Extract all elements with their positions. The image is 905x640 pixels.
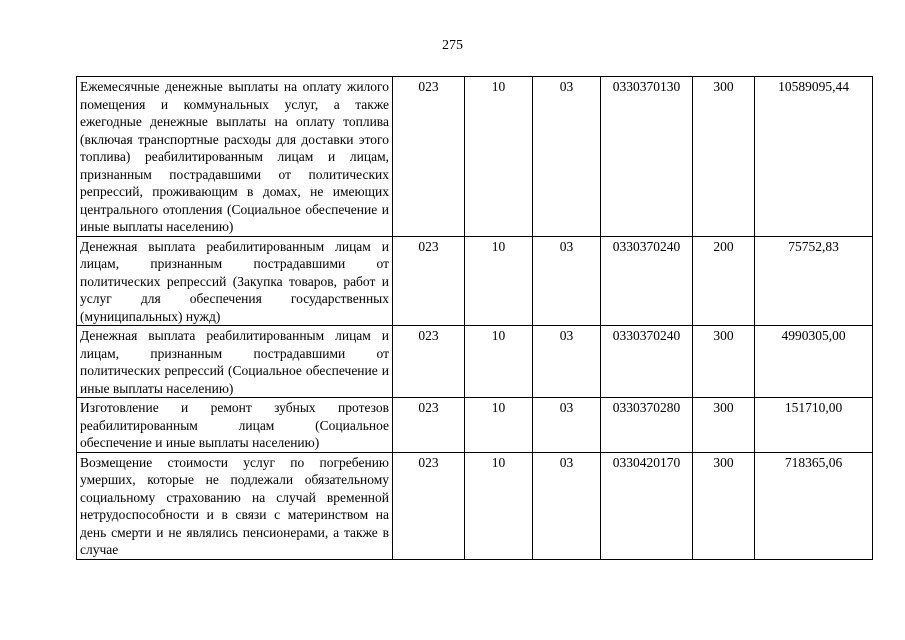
- row-description: Возмещение стоимости услуг по погребению умерших, которые не подлежали обязательному социальному страхованию на случай временной нетрудоспособности и в связи с материнством на день смерти и не являлись пенсионерами, а также в случае: [77, 452, 393, 559]
- table-row: [77, 77, 873, 237]
- budget-table: [76, 76, 873, 560]
- ministry-code: 023: [393, 326, 465, 398]
- amount: 718365,06: [755, 452, 873, 559]
- expense-type-code: 300: [693, 452, 755, 559]
- subsection-code: 03: [533, 452, 601, 559]
- row-description: Денежная выплата реабилитированным лицам и лицам, признанным пострадавшими от политических репрессий (Социальное обеспечение и иные выплаты населению): [77, 326, 393, 398]
- amount: 10589095,44: [755, 77, 873, 237]
- ministry-code: 023: [393, 398, 465, 453]
- table-row: [77, 236, 873, 326]
- page-number: 275: [442, 38, 463, 53]
- expense-type-code: 300: [693, 77, 755, 237]
- expense-type-code: 300: [693, 326, 755, 398]
- subsection-code: 03: [533, 236, 601, 326]
- target-article-code: 0330370240: [601, 326, 693, 398]
- row-description: Изготовление и ремонт зубных протезов реабилитированным лицам (Социальное обеспечение и иные выплаты населению): [77, 398, 393, 453]
- expense-type-code: 200: [693, 236, 755, 326]
- section-code: 10: [465, 398, 533, 453]
- amount: 4990305,00: [755, 326, 873, 398]
- ministry-code: 023: [393, 236, 465, 326]
- row-description: Ежемесячные денежные выплаты на оплату жилого помещения и коммунальных услуг, а также ежегодные денежные выплаты на оплату топлива (включая транспортные расходы для доставки этого топлива) реабилитированным лицам и лицам, признанным пострадавшими от политических репрессий, проживающим в домах, не имеющих центрального отопления (Социальное обеспечение и иные выплаты населению): [77, 77, 393, 237]
- section-code: 10: [465, 236, 533, 326]
- table-row: [77, 398, 873, 453]
- section-code: 10: [465, 326, 533, 398]
- target-article-code: 0330370130: [601, 77, 693, 237]
- subsection-code: 03: [533, 77, 601, 237]
- section-code: 10: [465, 77, 533, 237]
- target-article-code: 0330370240: [601, 236, 693, 326]
- amount: 151710,00: [755, 398, 873, 453]
- ministry-code: 023: [393, 77, 465, 237]
- ministry-code: 023: [393, 452, 465, 559]
- amount: 75752,83: [755, 236, 873, 326]
- subsection-code: 03: [533, 326, 601, 398]
- target-article-code: 0330370280: [601, 398, 693, 453]
- section-code: 10: [465, 452, 533, 559]
- row-description: Денежная выплата реабилитированным лицам и лицам, признанным пострадавшими от политических репрессий (Закупка товаров, работ и услуг для обеспечения государственных (муниципальных) нужд): [77, 236, 393, 326]
- table-row: [77, 452, 873, 559]
- subsection-code: 03: [533, 398, 601, 453]
- table-row: [77, 326, 873, 398]
- target-article-code: 0330420170: [601, 452, 693, 559]
- expense-type-code: 300: [693, 398, 755, 453]
- budget-table-body: [77, 77, 873, 560]
